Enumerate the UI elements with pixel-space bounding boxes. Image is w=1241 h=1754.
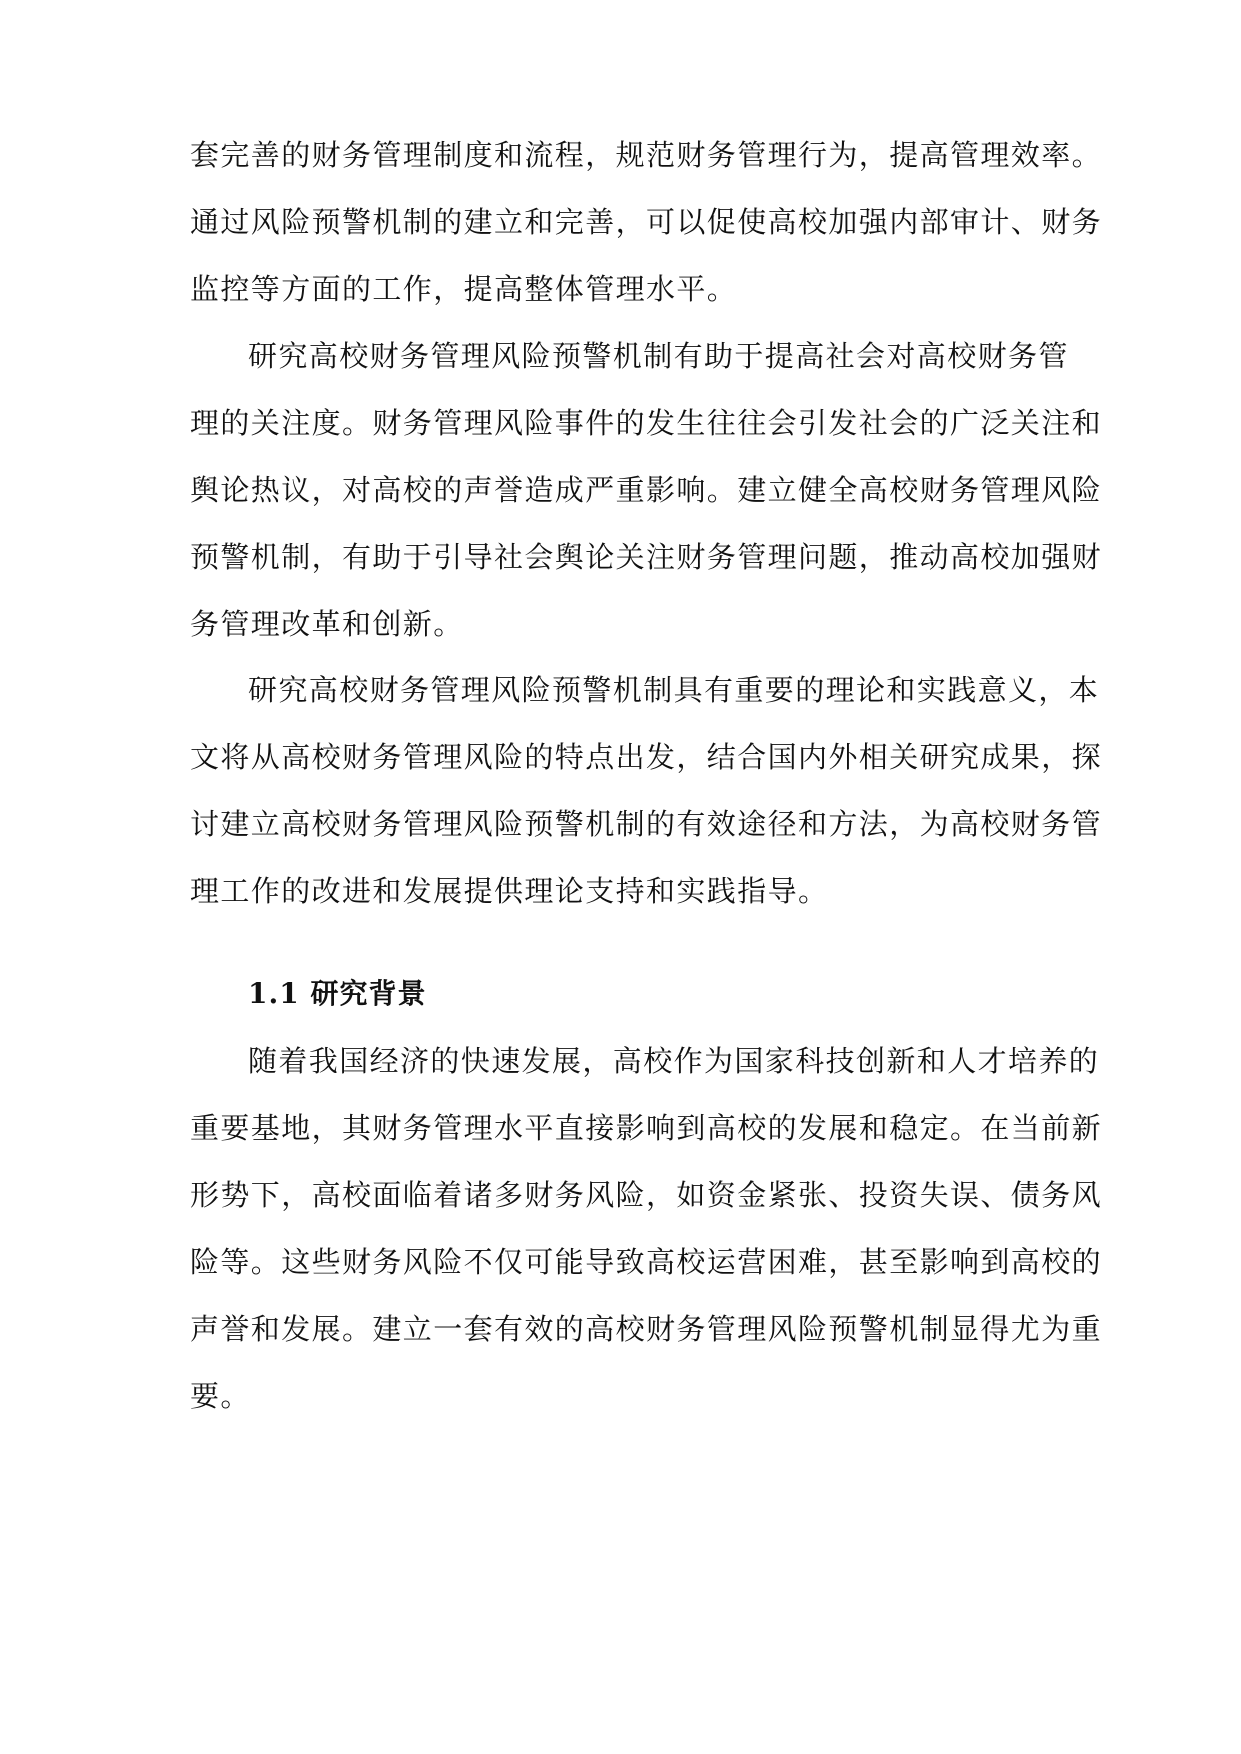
paragraph-line: 务管理改革和创新。 <box>190 607 464 641</box>
paragraph-line: 套完善的财务管理制度和流程，规范财务管理行为，提高管理效率。 <box>190 138 1103 172</box>
paragraph-line: 研究高校财务管理风险预警机制有助于提高社会对高校财务管 <box>248 339 1069 373</box>
paragraph-line: 理的关注度。财务管理风险事件的发生往往会引发社会的广泛关注和 <box>190 406 1103 440</box>
paragraph-line: 形势下，高校面临着诸多财务风险，如资金紧张、投资失误、债务风 <box>190 1178 1103 1212</box>
paragraph-line: 舆论热议，对高校的声誉造成严重影响。建立健全高校财务管理风险 <box>190 473 1103 507</box>
paragraph-line: 监控等方面的工作，提高整体管理水平。 <box>190 272 738 306</box>
paragraph-line: 险等。这些财务风险不仅可能导致高校运营困难，甚至影响到高校的 <box>190 1245 1103 1279</box>
paragraph-line: 文将从高校财务管理风险的特点出发，结合国内外相关研究成果，探 <box>190 740 1103 774</box>
paragraph-line: 重要基地，其财务管理水平直接影响到高校的发展和稳定。在当前新 <box>190 1111 1103 1145</box>
paragraph-line: 研究高校财务管理风险预警机制具有重要的理论和实践意义，本 <box>248 673 1100 707</box>
paragraph-line: 要。 <box>190 1379 251 1413</box>
paragraph-line: 讨建立高校财务管理风险预警机制的有效途径和方法，为高校财务管 <box>190 807 1103 841</box>
paragraph-line: 理工作的改进和发展提供理论支持和实践指导。 <box>190 874 829 908</box>
paragraph-line: 随着我国经济的快速发展，高校作为国家科技创新和人才培养的 <box>248 1044 1100 1078</box>
paragraph-line: 声誉和发展。建立一套有效的高校财务管理风险预警机制显得尤为重 <box>190 1312 1103 1346</box>
paragraph-line: 通过风险预警机制的建立和完善，可以促使高校加强内部审计、财务 <box>190 205 1103 239</box>
section-heading: 1.1 研究背景 <box>248 977 427 1010</box>
paragraph-line: 预警机制，有助于引导社会舆论关注财务管理问题，推动高校加强财 <box>190 540 1103 574</box>
